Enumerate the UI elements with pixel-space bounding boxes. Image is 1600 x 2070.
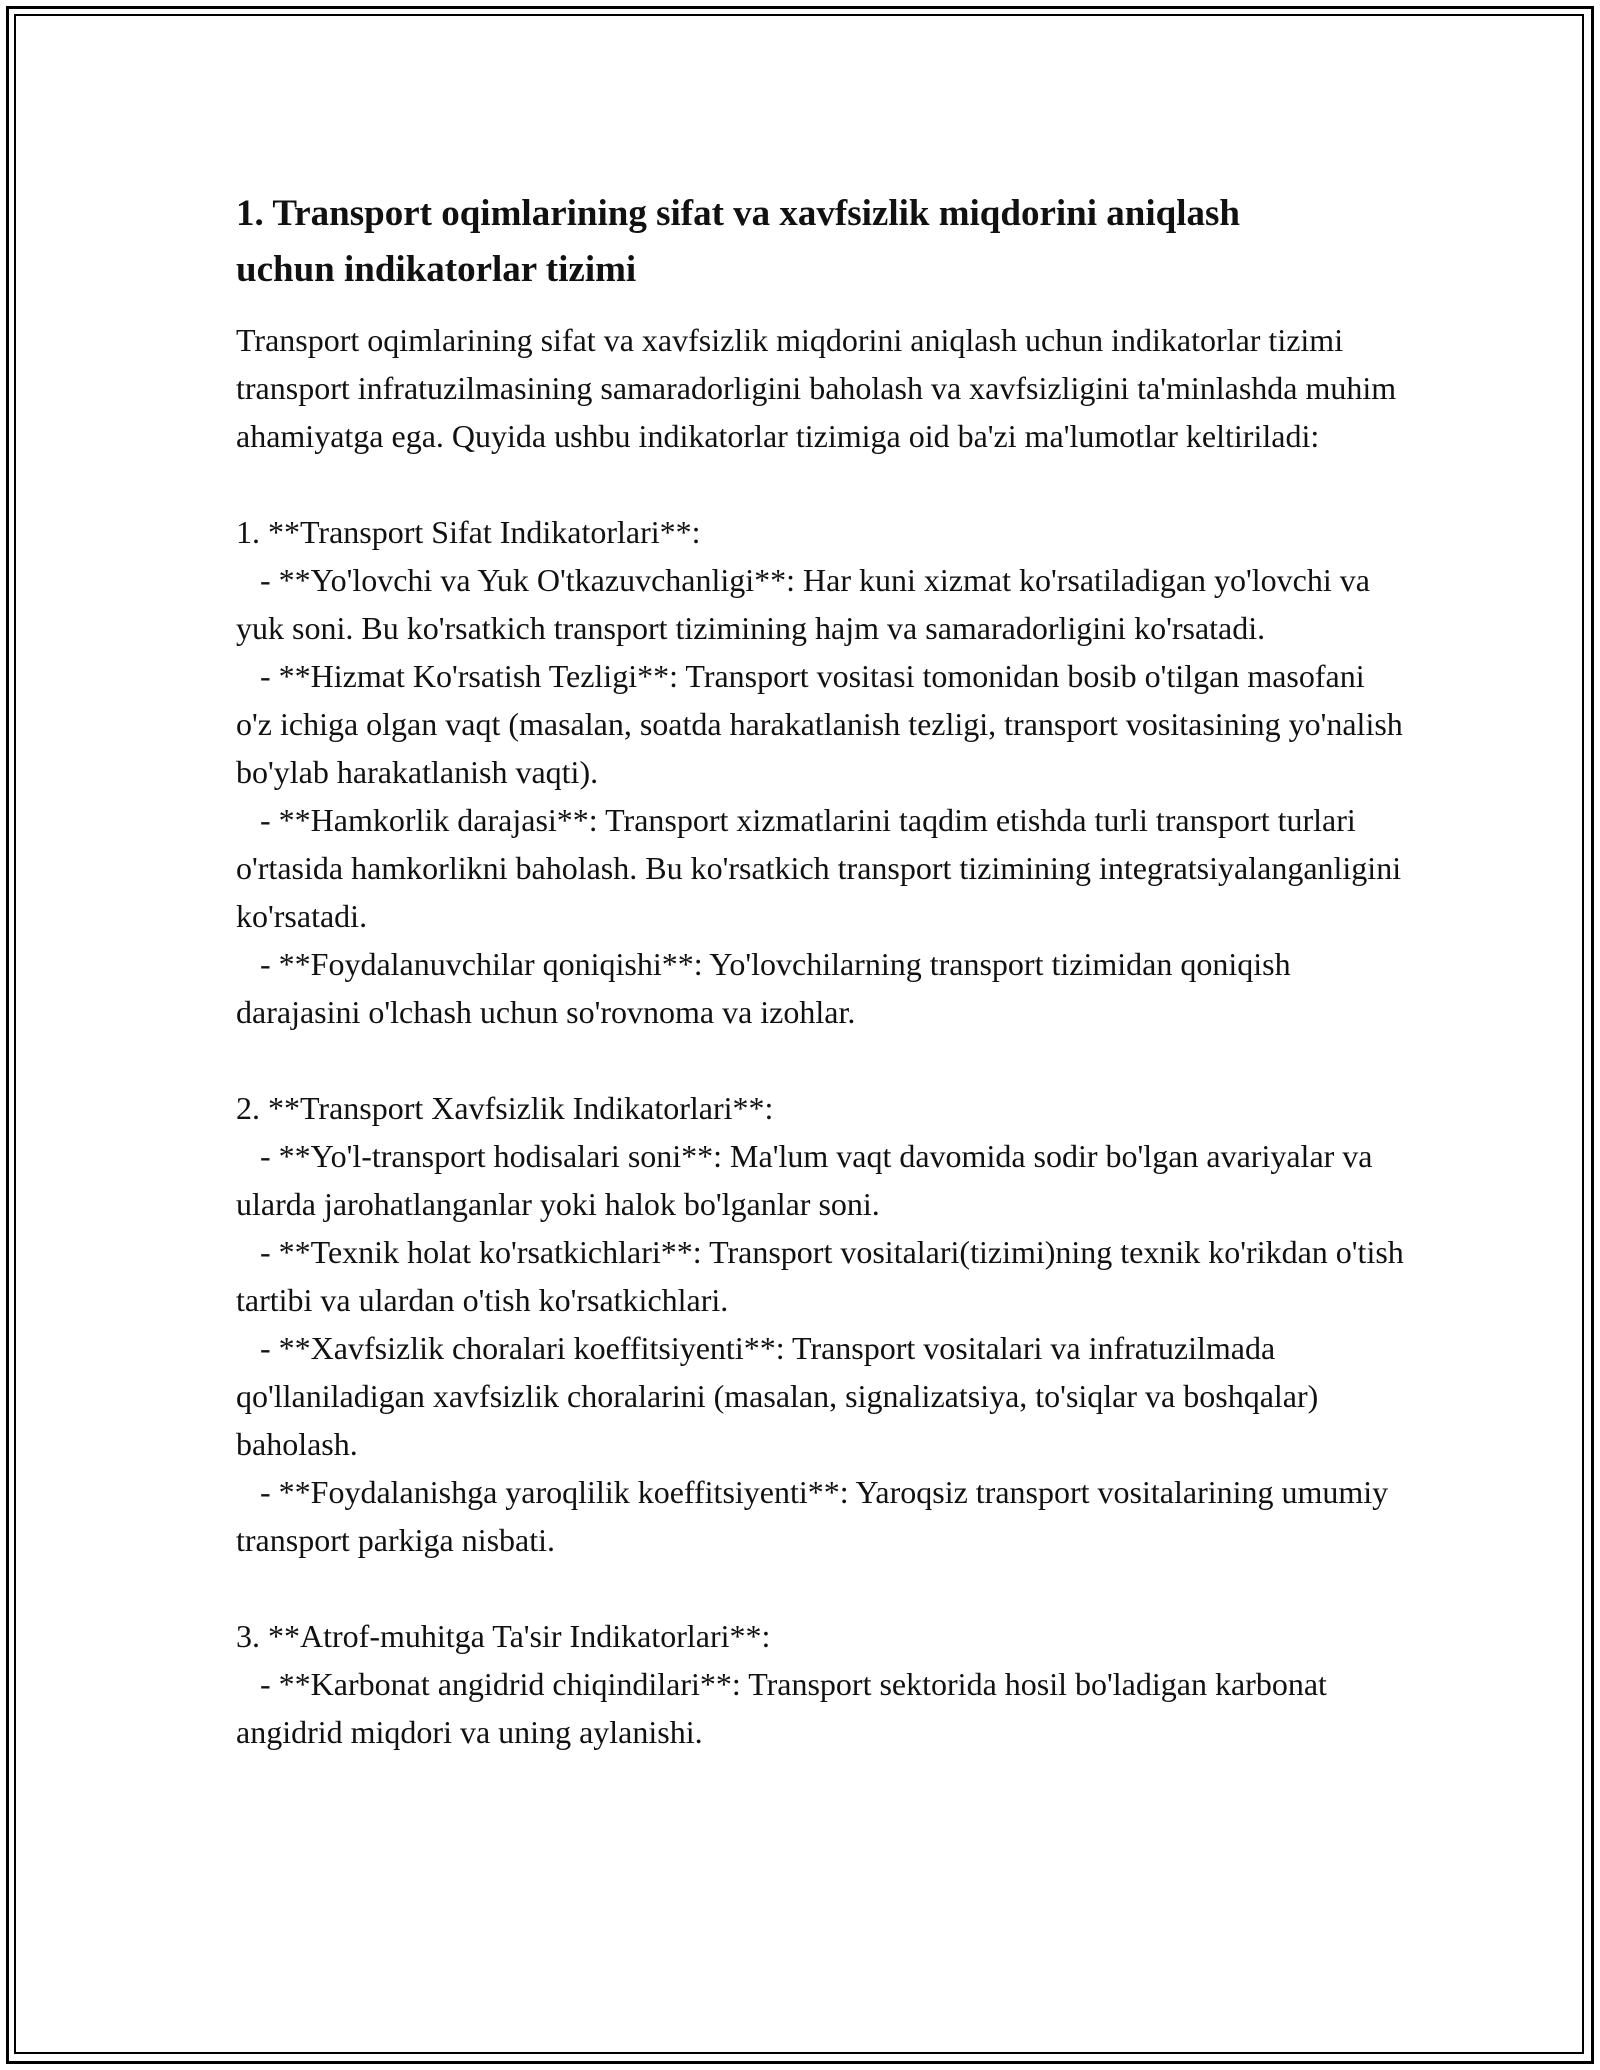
section-safety-indicators [236,1084,1412,1564]
list-item: - **Xavfsizlik choralari koeffitsiyenti**: Transport vositalari va infratuzilmada qo'llaniladigan xavfsizlik choralarini (masalan, signalizatsiya, to'siqlar va boshqalar) baholash. [236,1330,1327,1462]
list-item: - **Yo'l-transport hodisalari soni**: Ma'lum vaqt davomida sodir bo'lgan avariyalar va ularda jarohatlanganlar yoki halok bo'lganlar soni. [236,1138,1381,1222]
section-environment-indicators [236,1612,1406,1756]
document-body [236,186,1412,1804]
list-item: - **Foydalanishga yaroqlilik koeffitsiyenti**: Yaroqsiz transport vositalarining umumiy transport parkiga nisbati. [236,1474,1397,1558]
section-quality-indicators [236,508,1411,1036]
list-item: - **Karbonat angidrid chiqindilari**: Transport sektorida hosil bo'ladigan karbonat angidrid miqdori va uning aylanishi. [236,1666,1335,1750]
section-heading: 2. **Transport Xavfsizlik Indikatorlari**: [236,1090,774,1126]
section-heading: 3. **Atrof-muhitga Ta'sir Indikatorlari**: [236,1618,771,1654]
list-item: - **Hamkorlik darajasi**: Transport xizmatlarini taqdim etishda turli transport turlari o'rtasida hamkorlikni baholash. Bu ko'rsatkich transport tizimining integratsiyalanganligini ko'rsatadi. [236,802,1410,934]
list-item: - **Foydalanuvchilar qoniqishi**: Yo'lovchilarning transport tizimidan qoniqish darajasini o'lchash uchun so'rovnoma va izohlar. [236,946,1299,1030]
section-heading: 1. **Transport Sifat Indikatorlari**: [236,514,701,550]
intro-paragraph: Transport oqimlarining sifat va xavfsizlik miqdorini aniqlash uchun indikatorlar tizimi transport infratuzilmasining samaradorligini baholash va xavfsizligini ta'minlashda muhim ahamiyatga ega. Quyida ushbu indikatorlar tizimiga oid ba'zi ma'lumotlar keltiriladi: [236,322,1405,454]
document-title: 1. Transport oqimlarining sifat va xavfsizlik miqdorini aniqlash uchun indikatorlar tizimi [236,193,1240,290]
list-item: - **Hizmat Ko'rsatish Tezligi**: Transport vositasi tomonidan bosib o'tilgan masofani o'z ichiga olgan vaqt (masalan, soatda harakatlanish tezligi, transport vositasining yo'nalish bo'ylab harakatlanish vaqti). [236,658,1411,790]
list-item: - **Yo'lovchi va Yuk O'tkazuvchanligi**: Har kuni xizmat ko'rsatiladigan yo'lovchi va yuk soni. Bu ko'rsatkich transport tizimining hajm va samaradorligini ko'rsatadi. [236,562,1378,646]
list-item: - **Texnik holat ko'rsatkichlari**: Transport vositalari(tizimi)ning texnik ko'rikdan o'tish tartibi va ulardan o'tish ko'rsatkichlari. [236,1234,1412,1318]
